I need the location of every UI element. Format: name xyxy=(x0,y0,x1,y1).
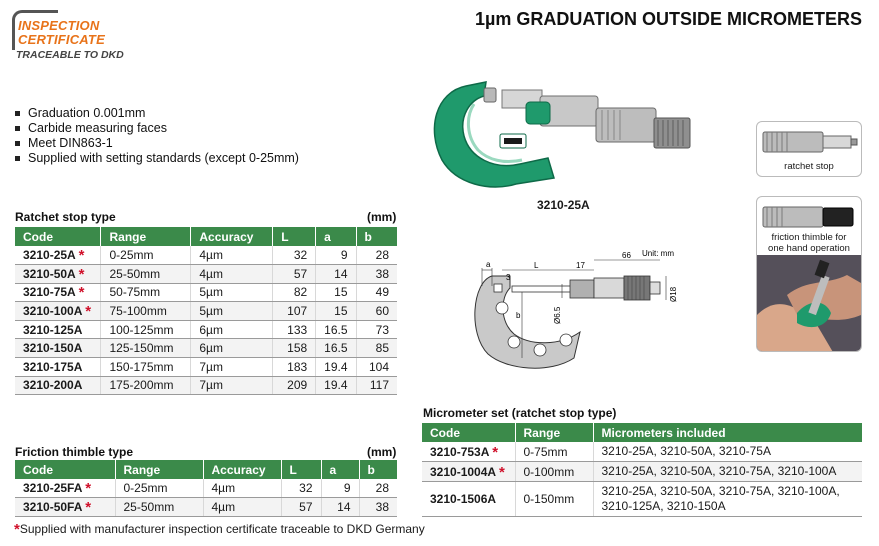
cell-included xyxy=(593,462,862,482)
photo-caption: 3210-25A xyxy=(537,198,590,212)
cell-L: 32 xyxy=(281,479,321,498)
cell-included xyxy=(593,482,862,517)
cell-a: 14 xyxy=(321,498,359,517)
feature-item: Carbide measuring faces xyxy=(14,121,299,136)
product-code: 3210-125A xyxy=(23,322,83,337)
table-row xyxy=(15,339,397,358)
friction-thimble-image xyxy=(757,199,861,233)
cell-code xyxy=(15,498,115,517)
thumb2-caption-line: one hand operation xyxy=(768,243,850,254)
asterisk-icon: * xyxy=(85,480,92,498)
product-code: 3210-753A xyxy=(430,444,489,459)
table-header-row xyxy=(422,423,862,442)
dimension-drawing xyxy=(470,246,710,386)
cell-code xyxy=(15,246,101,265)
cell-b: 104 xyxy=(356,358,397,377)
product-code: 3210-200A xyxy=(23,378,83,393)
col-header-b: b xyxy=(356,227,397,246)
cell-a: 16.5 xyxy=(316,320,356,339)
col-header-accuracy: Accuracy xyxy=(203,460,281,479)
cell-b: 28 xyxy=(356,246,397,265)
cell-accuracy: 4µm xyxy=(203,479,281,498)
cell-a: 9 xyxy=(316,246,356,265)
table-row xyxy=(422,442,862,462)
drawing-label-17: 17 xyxy=(576,261,585,270)
col-header-accuracy: Accuracy xyxy=(191,227,273,246)
product-code: 3210-100A xyxy=(23,304,82,319)
cell-range: 0-150mm xyxy=(515,482,593,517)
drawing-label-d65: Ø6.5 xyxy=(553,306,562,324)
col-header-range: Range xyxy=(101,227,191,246)
micrometer-set-table xyxy=(422,423,862,517)
cell-range: 0-25mm xyxy=(115,479,203,498)
product-code: 3210-1506A xyxy=(430,492,497,506)
drawing-label-b: b xyxy=(516,311,521,320)
cell-included xyxy=(593,442,862,462)
table-row xyxy=(15,302,397,321)
ratchet-stop-image xyxy=(757,126,861,158)
product-code: 3210-175A xyxy=(23,359,83,374)
col-header-code: Code xyxy=(15,460,115,479)
cell-a: 19.4 xyxy=(316,358,356,377)
drawing-label-66: 66 xyxy=(622,251,631,260)
col-header-included: Micrometers included xyxy=(593,423,862,442)
table-row xyxy=(15,320,397,339)
cell-a: 15 xyxy=(316,283,356,302)
inspection-certificate-logo xyxy=(12,10,142,66)
cell-accuracy: 4µm xyxy=(203,498,281,517)
cell-code xyxy=(15,376,101,395)
table-header-row xyxy=(15,227,397,246)
cell-L: 57 xyxy=(281,498,321,517)
asterisk-icon: * xyxy=(14,521,20,538)
included-line: 3210-25A, 3210-50A, 3210-75A, 3210-100A, xyxy=(601,484,840,498)
cell-range: 25-50mm xyxy=(115,498,203,517)
cell-accuracy: 7µm xyxy=(191,358,273,377)
cell-L: 183 xyxy=(273,358,316,377)
cell-range: 50-75mm xyxy=(101,283,191,302)
set-section-title: Micrometer set (ratchet stop type) xyxy=(423,406,617,420)
included-line: 3210-25A, 3210-50A, 3210-75A, 3210-100A xyxy=(601,464,837,478)
table-row xyxy=(15,265,397,284)
cell-code xyxy=(15,283,101,302)
cell-L: 32 xyxy=(273,246,316,265)
ratchet-unit: (mm) xyxy=(367,210,397,224)
cell-L: 82 xyxy=(273,283,316,302)
asterisk-icon: * xyxy=(78,284,85,302)
cell-b: 49 xyxy=(356,283,397,302)
feature-item: Supplied with setting standards (except 0-25mm) xyxy=(14,151,299,166)
cell-L: 133 xyxy=(273,320,316,339)
cell-a: 15 xyxy=(316,302,356,321)
cell-L: 209 xyxy=(273,376,316,395)
cell-a: 14 xyxy=(316,265,356,284)
cell-b: 60 xyxy=(356,302,397,321)
page-title: 1µm GRADUATION OUTSIDE MICROMETERS xyxy=(474,9,862,29)
cell-accuracy: 7µm xyxy=(191,376,273,395)
cell-b: 38 xyxy=(356,265,397,284)
col-header-b: b xyxy=(359,460,397,479)
col-header-L: L xyxy=(281,460,321,479)
friction-thimble-thumbnail xyxy=(756,196,862,352)
col-header-a: a xyxy=(316,227,356,246)
logo-line-3: TRACEABLE TO DKD xyxy=(16,49,124,61)
hand-operation-photo xyxy=(757,255,861,352)
asterisk-icon: * xyxy=(498,463,505,481)
cell-code xyxy=(15,358,101,377)
cell-range: 0-75mm xyxy=(515,442,593,462)
cell-range: 150-175mm xyxy=(101,358,191,377)
ratchet-section-title: Ratchet stop type xyxy=(15,210,116,224)
product-code: 3210-25A xyxy=(23,248,76,263)
ratchet-stop-table xyxy=(15,227,397,395)
cell-range: 100-125mm xyxy=(101,320,191,339)
asterisk-icon: * xyxy=(85,303,92,321)
cell-code xyxy=(15,320,101,339)
included-line: 3210-25A, 3210-50A, 3210-75A xyxy=(601,444,771,458)
drawing-label-3: 3 xyxy=(506,273,511,282)
table-row xyxy=(15,283,397,302)
thumb2-caption-line: friction thimble for xyxy=(771,232,847,243)
cell-accuracy: 6µm xyxy=(191,339,273,358)
drawing-unit: Unit: mm xyxy=(642,249,674,258)
table-row xyxy=(15,358,397,377)
cell-code xyxy=(15,479,115,498)
asterisk-icon: * xyxy=(85,498,92,516)
friction-section-title: Friction thimble type xyxy=(15,445,134,459)
product-code: 3210-50FA xyxy=(23,499,82,514)
cell-b: 73 xyxy=(356,320,397,339)
asterisk-icon: * xyxy=(492,443,499,461)
cell-range: 0-100mm xyxy=(515,462,593,482)
cell-L: 57 xyxy=(273,265,316,284)
col-header-L: L xyxy=(273,227,316,246)
logo-line-1: INSPECTION xyxy=(18,18,100,33)
cell-range: 25-50mm xyxy=(101,265,191,284)
included-line: 3210-125A, 3210-150A xyxy=(601,499,726,513)
feature-item: Meet DIN863-1 xyxy=(14,136,299,151)
table-row xyxy=(15,246,397,265)
feature-list xyxy=(14,106,299,166)
table-row xyxy=(15,498,397,517)
table-row xyxy=(15,376,397,395)
drawing-label-L: L xyxy=(534,261,539,270)
footnote-text: Supplied with manufacturer inspection certificate traceable to DKD Germany xyxy=(19,522,425,536)
col-header-a: a xyxy=(321,460,359,479)
cell-accuracy: 5µm xyxy=(191,283,273,302)
ratchet-stop-thumbnail xyxy=(756,121,862,177)
cell-b: 28 xyxy=(359,479,397,498)
cell-b: 85 xyxy=(356,339,397,358)
col-header-range: Range xyxy=(515,423,593,442)
table-row xyxy=(422,462,862,482)
cell-b: 38 xyxy=(359,498,397,517)
cell-range: 175-200mm xyxy=(101,376,191,395)
product-code: 3210-50A xyxy=(23,266,76,281)
cell-L: 107 xyxy=(273,302,316,321)
cell-accuracy: 4µm xyxy=(191,265,273,284)
cell-a: 19.4 xyxy=(316,376,356,395)
drawing-label-a: a xyxy=(486,260,491,269)
cell-accuracy: 5µm xyxy=(191,302,273,321)
cell-code xyxy=(15,302,101,321)
micrometer-photo xyxy=(426,74,726,198)
cell-range: 125-150mm xyxy=(101,339,191,358)
cell-accuracy: 6µm xyxy=(191,320,273,339)
product-code: 3210-1004A xyxy=(430,464,496,479)
cell-code xyxy=(15,339,101,358)
footnote xyxy=(14,522,425,536)
col-header-range: Range xyxy=(115,460,203,479)
col-header-code: Code xyxy=(15,227,101,246)
asterisk-icon: * xyxy=(78,247,85,265)
cell-L: 158 xyxy=(273,339,316,358)
cell-a: 16.5 xyxy=(316,339,356,358)
logo-line-2: CERTIFICATE xyxy=(18,32,105,47)
table-row xyxy=(422,482,862,517)
cell-code xyxy=(15,265,101,284)
cell-code xyxy=(422,442,515,462)
cell-a: 9 xyxy=(321,479,359,498)
table-row xyxy=(15,479,397,498)
col-header-code: Code xyxy=(422,423,515,442)
friction-thimble-table xyxy=(15,460,397,517)
cell-b: 117 xyxy=(356,376,397,395)
cell-range: 0-25mm xyxy=(101,246,191,265)
product-code: 3210-150A xyxy=(23,341,83,356)
table-header-row xyxy=(15,460,397,479)
product-code: 3210-25FA xyxy=(23,481,82,496)
thumb2-caption xyxy=(757,232,861,254)
product-code: 3210-75A xyxy=(23,285,76,300)
asterisk-icon: * xyxy=(78,265,85,283)
thumb1-caption: ratchet stop xyxy=(784,161,834,172)
feature-item: Graduation 0.001mm xyxy=(14,106,299,121)
cell-range: 75-100mm xyxy=(101,302,191,321)
drawing-label-d18: Ø18 xyxy=(669,286,678,302)
cell-code xyxy=(422,482,515,517)
cell-code xyxy=(422,462,515,482)
cell-accuracy: 4µm xyxy=(191,246,273,265)
friction-unit: (mm) xyxy=(367,445,397,459)
